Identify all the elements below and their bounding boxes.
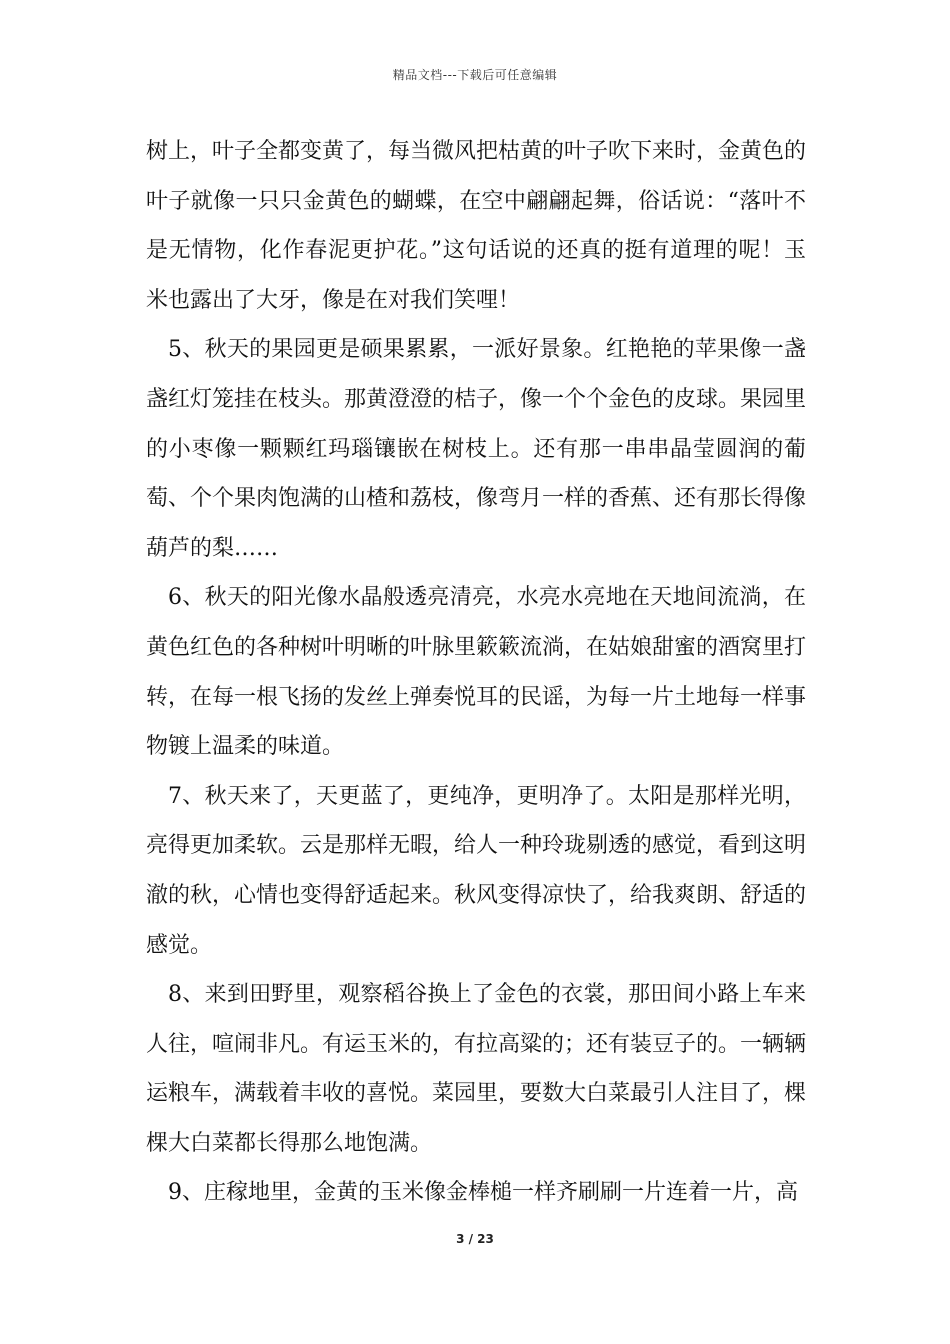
document-body [146,127,806,1218]
paragraph-8: 8、来到田野里，观察稻谷换上了金色的衣裳，那田间小路上车来人往，喧闹非凡。有运玉米的，有拉高粱的；还有装豆子的。一辆辆运粮车，满载着丰收的喜悦。菜园里，要数大白菜最引人注目了，棵棵大白菜都长得那么地饱满。 [146,982,807,1156]
paragraph-7: 7、秋天来了，天更蓝了，更纯净，更明净了。太阳是那样光明，亮得更加柔软。云是那样无暇，给人一种玲珑剔透的感觉，看到这明澈的秋，心情也变得舒适起来。秋风变得凉快了，给我爽朗、舒适的感觉。 [146,783,807,958]
paragraph-6: 6、秋天的阳光像水晶般透亮清亮，水亮水亮地在天地间流淌，在黄色红色的各种树叶明晰的叶脉里簌簌流淌，在姑娘甜蜜的酒窝里打转，在每一根飞扬的发丝上弹奏悦耳的民谣，为每一片土地每一样事物镀上温柔的味道。 [146,585,807,760]
paragraph-9: 9、庄稼地里，金黄的玉米像金棒槌一样齐刷刷一片连着一片，高 [168,1180,798,1206]
page-number: 3 / 23 [456,1232,494,1246]
page-header: 精品文档---下载后可任意编辑 [392,68,558,82]
paragraph-5: 5、秋天的果园更是硕果累累，一派好景象。红艳艳的苹果像一盏盏红灯笼挂在枝头。那黄澄澄的桔子，像一个个金色的皮球。果园里的小枣像一颗颗红玛瑙镶嵌在树枝上。还有那一串串晶莹圆润的葡萄、个个果肉饱满的山楂和荔枝，像弯月一样的香蕉、还有那长得像葫芦的梨…… [146,337,807,561]
paragraph-continuation: 树上，叶子全都变黄了，每当微风把枯黄的叶子吹下来时，金黄色的叶子就像一只只金黄色的蝴蝶，在空中翩翩起舞，俗话说：“落叶不是无情物，化作春泥更护花。”这句话说的还真的挺有道理的呢！玉米也露出了大牙，像是在对我们笑哩！ [146,139,807,313]
